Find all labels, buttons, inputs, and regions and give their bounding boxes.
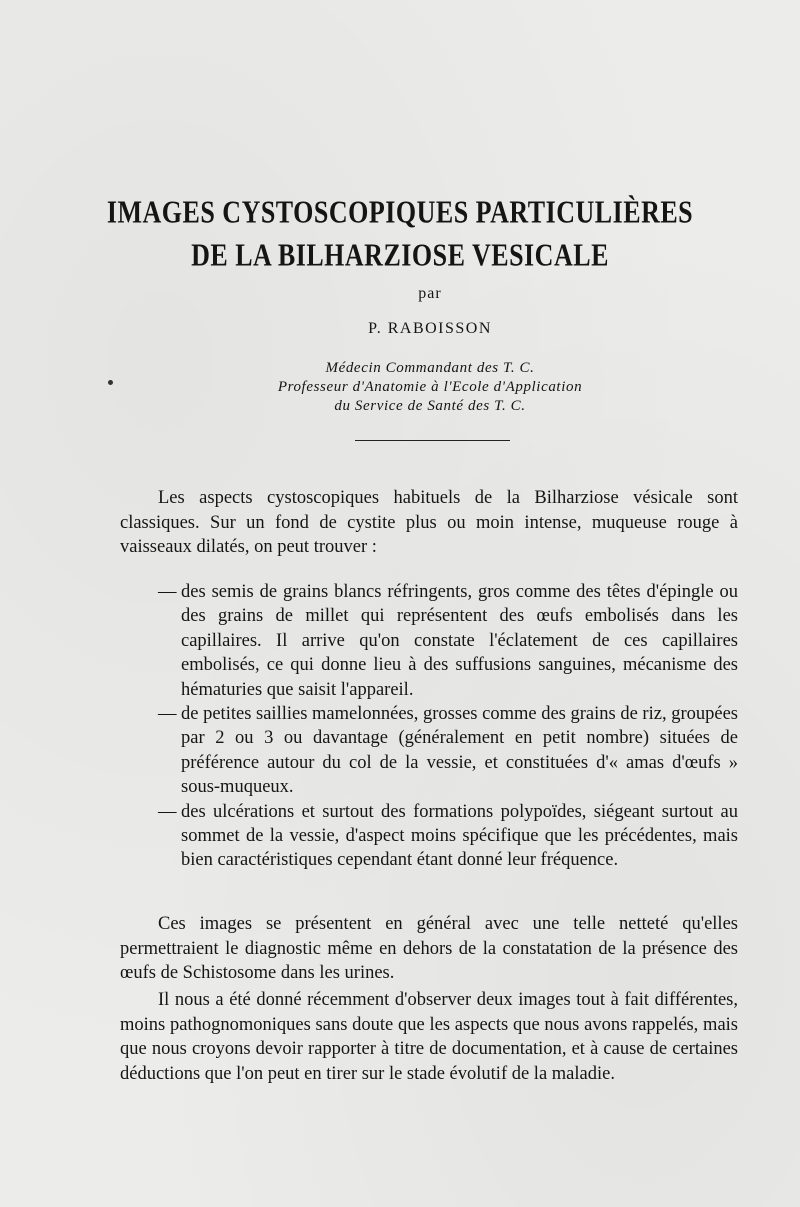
- article-title-line-2: DE LA BILHARZIOSE VESICALE: [191, 238, 609, 273]
- list-dash: —: [158, 582, 177, 602]
- affiliation-line-1: Médecin Commandant des T. C.: [325, 360, 535, 376]
- findings-list: [158, 580, 738, 873]
- list-item-text: de petites saillies mamelonnées, grosses comme des grains de riz, groupées par 2 ou 3 ou davantage (généralement en petit nombre) situées de préférence autour du col de la vessie, et constituées d'« amas d'œufs » sous-muqueux.: [181, 704, 738, 798]
- list-item: [158, 580, 738, 702]
- list-item: [158, 702, 738, 800]
- list-item-text: des ulcérations et surtout des formations polypoïdes, siégeant surtout au sommet de la vessie, d'aspect moins spécifique que les précédentes, mais bien caractéristiques cependant étant donné leur fréquence.: [181, 801, 738, 871]
- list-item-text: des semis de grains blancs réfringents, gros comme des têtes d'épingle ou des grains de millet qui représentent des œufs embolisés dans les capillaires. Il arrive qu'on constate l'éclatement de ces capillaires embolisés, ce qui donne lieu à des suffusions sanguines, mécanisme des hématuries que saisit l'appareil.: [181, 582, 738, 700]
- affiliation-line-3: du Service de Santé des T. C.: [334, 398, 526, 414]
- paragraph-2: Ces images se présentent en général avec une telle netteté qu'elles permettraient le diagnostic même en dehors de la constatation de la présence des œufs de Schistosome dans les urines.: [120, 914, 738, 983]
- intro-paragraph: Les aspects cystoscopiques habituels de la Bilharziose vésicale sont classiques. Sur un fond de cystite plus ou moin intense, muqueuse rouge à vaisseaux dilatés, on peut trouver :: [120, 488, 738, 557]
- list-dash: —: [158, 704, 177, 725]
- list-item: [158, 800, 738, 873]
- separator-rule: [355, 440, 510, 441]
- author-name: P. RABOISSON: [368, 320, 492, 337]
- article-title-line-1: IMAGES CYSTOSCOPIQUES PARTICULIÈRES: [106, 195, 694, 230]
- list-dash: —: [158, 801, 177, 822]
- affiliation-line-2: Professeur d'Anatomie à l'Ecole d'Application: [277, 379, 583, 395]
- scan-speck: [108, 380, 113, 385]
- paragraph-3: Il nous a été donné récemment d'observer deux images tout à fait différentes, moins pathognomoniques sans doute que les aspects que nous avons rappelés, mais que nous croyons devoir rapporter à titre de documentation, et à cause de certaines déductions que l'on peut en tirer sur le stade évolutif de la maladie.: [120, 990, 738, 1084]
- by-line: par: [418, 285, 442, 302]
